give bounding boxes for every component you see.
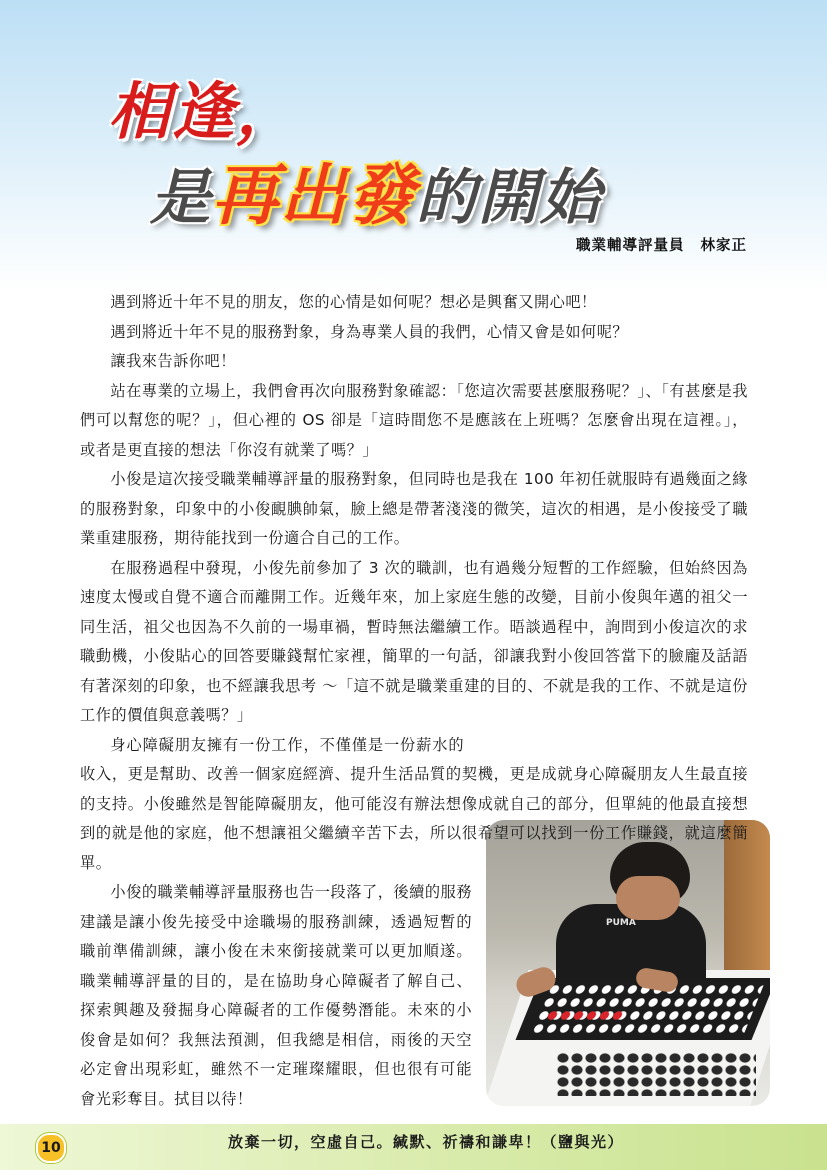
- title-line-2: [150, 142, 602, 237]
- title-prefix: 是: [150, 163, 212, 233]
- page-number-badge: 10: [36, 1133, 66, 1163]
- page-title: [0, 0, 827, 234]
- photo-wrap-spacer: [464, 731, 748, 732]
- footer-motto: 放棄一切，空虛自己。緘默、祈禱和謙卑！（鹽與光）: [228, 1133, 625, 1151]
- article-paragraph: 在服務過程中發現，小俊先前參加了 3 次的職訓，也有過幾分短暫的工作經驗，但始終因為速度太慢或自覺不適合而離開工作。近幾年來，加上家庭生態的改變，目前小俊與年邁的祖父一同生活，祖父也因為不久前的一場車禍，暫時無法繼續工作。晤談過程中，詢問到小俊這次的求職動機，小俊貼心的回答要賺錢幫忙家裡，簡單的一句話，卻讓我對小俊回答當下的臉龐及話語有著深刻的印象，也不經讓我思考 ～「這不就是職業重建的目的、不就是我的工作、不就是這份工作的價值與意義嗎？」: [80, 558, 748, 724]
- title-line-1: 相逢，: [108, 75, 301, 148]
- article-paragraph: 讓我來告訴你吧！: [110, 352, 236, 370]
- photo-shirt-brand: PUMA: [606, 918, 636, 928]
- author-byline: [576, 234, 747, 255]
- article-paragraph: 小俊是這次接受職業輔導評量的服務對象，但同時也是我在 100 年初任就服時有過幾面之緣的服務對象，印象中的小俊靦腆帥氣，臉上總是帶著淺淺的微笑，這次的相遇，是小俊接受了職業重建服務，期待能找到一份適合自己的工作。: [80, 470, 748, 547]
- title-highlight: 再出發: [212, 157, 416, 234]
- article-paragraph: 遇到將近十年不見的服務對象，身為專業人員的我們，心情又會是如何呢？: [110, 322, 629, 341]
- article-paragraph: 遇到將近十年不見的朋友，您的心情是如何呢？想必是興奮又開心吧！: [110, 293, 597, 311]
- article-paragraph: 小俊的職業輔導評量服務也告一段落了，後續的服務建議是讓小俊先接受中途職場的服務訓練，透過短暫的職前準備訓練，讓小俊在未來銜接就業可以更加順遂。職業輔導評量的目的，是在協助身心障礙者了解自己、探索興趣及發掘身心障礙者的工作優勢潛能。未來的小俊會是如何？我無法預測，但我總是相信，雨後的天空必定會出現彩虹，雖然不一定璀璨耀眼，但也很有可能會光彩奪目。拭目以待！: [80, 883, 472, 1108]
- article-body: [80, 288, 748, 1114]
- author-name: 林家正: [700, 238, 747, 254]
- article-paragraph: 站在專業的立場上，我們會再次向服務對象確認：「您這次需要甚麼服務呢？」、「有甚麼是我們可以幫您的呢？」，但心裡的 OS 卻是「這時間您不是應該在上班嗎？怎麼會出現在這裡。」，或者是更直接的想法「你沒有就業了嗎？」: [80, 381, 748, 459]
- article-paragraph: 身心障礙朋友擁有一份工作，不僅僅是一份薪水的收入，更是幫助、改善一個家庭經濟、提升生活品質的契機，更是成就身心障礙朋友人生最直接的支持。小俊雖然是智能障礙朋友，他可能沒有辦法想像成就自己的部分，但單純的他最直接想到的就是他的家庭，他不想讓祖父繼續辛苦下去，所以很希望可以找到一份工作賺錢，就這麼簡單。: [80, 735, 748, 872]
- author-role: 職業輔導評量員: [576, 238, 685, 254]
- title-suffix: 的開始: [416, 163, 602, 233]
